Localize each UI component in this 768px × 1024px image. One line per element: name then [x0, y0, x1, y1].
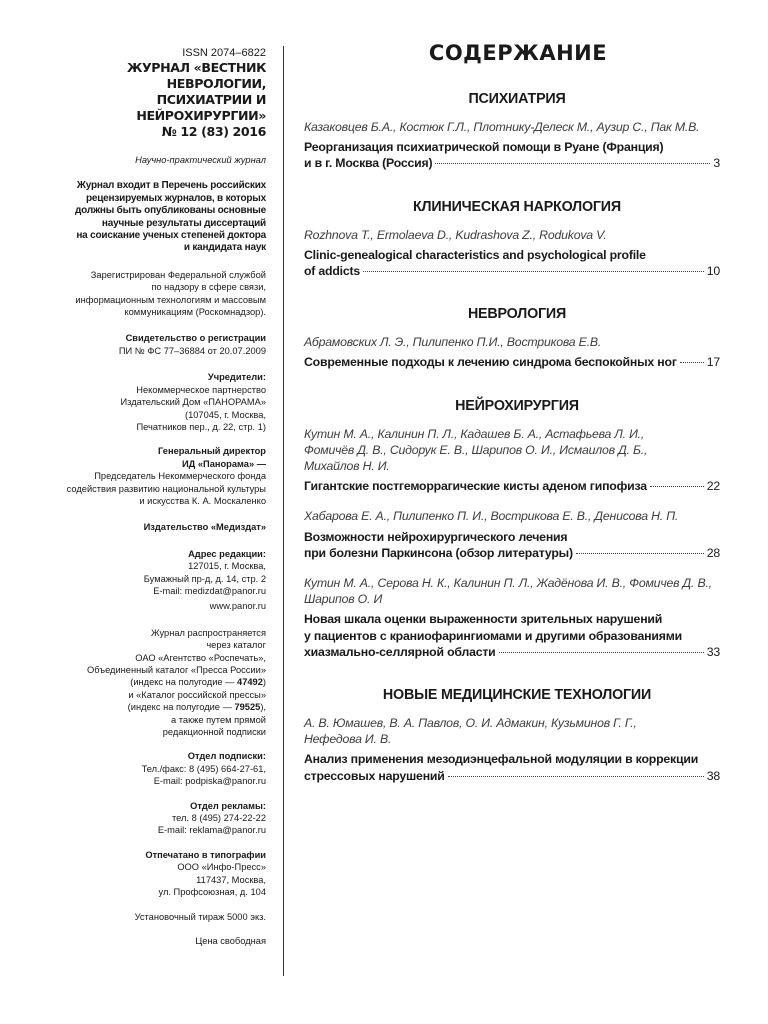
subscription-phone: Тел./факс: 8 (495) 664-27-61,	[141, 763, 266, 774]
registration-note	[56, 269, 266, 319]
director-org: ИД «Панорама» —	[181, 458, 266, 469]
ads-phone: тел. 8 (495) 274-22-22	[171, 813, 266, 824]
founders-label: Учредители:	[207, 372, 266, 383]
publisher: Издательство «Медиздат»	[143, 522, 266, 533]
price: Цена свободная	[195, 935, 266, 946]
article-title-line: Clinic-genealogical characteristics and psychological profile	[304, 247, 646, 262]
page-number: 38	[706, 768, 720, 783]
director-line: содействия развитию национальной культуры	[66, 483, 266, 494]
article-authors: А. В. Юмашев, В. А. Павлов, О. И. Адмакин, Кузьминов Г. Г.,	[304, 716, 637, 731]
subscription-label: Отдел подписки:	[187, 751, 266, 762]
distribution-line: а также путем прямой	[171, 714, 266, 725]
article-title-line: Возможности нейрохирургического лечения	[304, 529, 568, 544]
article-title-line: of addicts	[304, 264, 361, 279]
section-heading: НОВЫЕ МЕДИЦИНСКИЕ ТЕХНОЛОГИИ	[382, 687, 652, 704]
article-authors: Абрамовских Л. Э., Пилипенко П.И., Вострикова Е.В.	[304, 335, 602, 350]
founders-line: Некоммерческое партнерство	[136, 384, 266, 395]
article-title-line: у пациентов с краниофарингиомами и другими образованиями	[304, 628, 682, 643]
column-divider	[283, 46, 284, 976]
subscription-email: E-mail: podpiska@panor.ru	[153, 776, 266, 787]
printed-line: ул. Профсоюзная, д. 104	[158, 887, 266, 898]
registration-line: коммуникациям (Роскомнадзор).	[124, 307, 266, 318]
registration-line: Зарегистрирован Федеральной службой	[90, 269, 266, 280]
dot-leader	[363, 271, 704, 272]
toc-leader-line	[304, 545, 720, 561]
address-line: Бумажный пр-д, д. 14, стр. 2	[143, 573, 266, 584]
article-title-line: Реорганизация психиатрической помощи в Руане (Франция)	[304, 140, 664, 155]
index-prefix: (индекс на полугодие —	[130, 677, 238, 688]
status-line: Журнал входит в Перечень российских	[76, 180, 266, 192]
article-title	[304, 751, 720, 783]
dot-leader	[650, 486, 704, 487]
address-line: 127015, г. Москва,	[188, 561, 266, 572]
advertising-dept	[56, 800, 266, 837]
distribution-line: и «Каталог российской прессы»	[128, 689, 266, 700]
article-authors: Кутин М. А., Серова Н. К., Калинин П. Л., Жадёнова И. В., Фомичев Д. В.,	[304, 576, 712, 591]
journal-title	[56, 60, 266, 140]
toc-entry[interactable]	[304, 227, 720, 280]
page-number: 10	[706, 264, 720, 279]
dot-leader	[576, 553, 704, 554]
editorial-address	[56, 548, 266, 613]
page-number: 33	[706, 644, 720, 659]
distribution-line: редакционной подписки	[162, 727, 266, 738]
index-suffix: ),	[260, 702, 266, 713]
section-heading: НЕВРОЛОГИЯ	[467, 306, 567, 323]
journal-subtitle: Научно-практический журнал	[135, 155, 266, 165]
article-title	[304, 139, 720, 171]
article-title-line: стрессовых нарушений	[304, 768, 445, 783]
website: www.panor.ru	[209, 601, 266, 612]
catalog-index: 47492	[237, 677, 263, 688]
article-authors: Фомичёв Д. В., Сидорук Е. В., Шарипов О. И., Исмаилов Д. Б.,	[304, 442, 648, 457]
status-line: должны быть опубликованы основные	[75, 205, 266, 217]
article-authors: Шарипов О. И	[304, 592, 383, 607]
catalog-index: 79525	[234, 702, 261, 713]
toc-title: СОДЕРЖАНИЕ	[428, 41, 608, 65]
distribution-line: ОАО «Агентство «Роспечать»,	[135, 652, 266, 663]
section-heading: ПСИХИАТРИЯ	[468, 91, 566, 107]
toc-leader-line	[304, 644, 720, 660]
journal-title-line: ЖУРНАЛ «ВЕСТНИК НЕВРОЛОГИИ,	[126, 60, 266, 91]
article-title	[304, 247, 720, 279]
catalog-index-line	[56, 701, 266, 713]
circulation: Установочный тираж 5000 экз.	[134, 911, 266, 922]
registration-line: по надзору в сфере связи,	[151, 282, 266, 293]
article-title-line: Современные подходы к лечению синдрома беспокойных ног	[304, 355, 677, 370]
catalog-index-line	[56, 676, 266, 688]
article-title-line: при болезни Паркинсона (обзор литературы)	[304, 545, 573, 560]
issue-number: № 12 (83) 2016	[161, 124, 266, 139]
article-title-line: хиазмально-селлярной области	[304, 644, 496, 659]
page-number: 22	[706, 479, 720, 494]
address-label: Адрес редакции:	[188, 548, 266, 559]
article-title	[304, 611, 720, 660]
certificate	[56, 332, 266, 357]
dot-leader	[499, 652, 704, 653]
article-title	[304, 478, 720, 494]
printing-house	[56, 849, 266, 899]
toc-leader-line	[304, 263, 720, 279]
distribution-info	[56, 627, 266, 739]
certificate-value: ПИ № ФС 77–36884 от 20.07.2009	[118, 345, 266, 356]
printed-line: 117437, Москва,	[196, 874, 266, 885]
article-title-line: Гигантские постгеморрагические кисты аденом гипофиза	[304, 479, 647, 494]
index-suffix: )	[262, 677, 266, 688]
distribution-line: через каталог	[206, 640, 266, 651]
toc-leader-line	[304, 768, 720, 784]
founders-line: Издательский Дом «ПАНОРАМА»	[120, 397, 266, 408]
toc-leader-line	[304, 354, 720, 370]
section-heading: КЛИНИЧЕСКАЯ НАРКОЛОГИЯ	[413, 198, 621, 215]
article-title-line: Анализ применения мезодиэнцефальной модуляции в коррекции	[304, 752, 699, 767]
toc-leader-line	[304, 478, 720, 494]
director-label: Генеральный директор	[158, 446, 266, 457]
ads-email: E-mail: reklama@panor.ru	[157, 825, 266, 836]
page-number: 28	[706, 545, 720, 560]
director-line: и искусства К. А. Москаленко	[139, 495, 266, 506]
toc-entry[interactable]	[304, 334, 720, 370]
distribution-line: Журнал распространяется	[151, 627, 266, 638]
article-title	[304, 529, 720, 561]
article-authors: Хабарова Е. А., Пилипенко П. И., Вострикова Е. В., Денисова Н. П.	[304, 509, 679, 524]
toc-entry[interactable]	[304, 575, 720, 660]
distribution-line: Объединенный каталог «Пресса России»	[87, 665, 266, 675]
dot-leader	[680, 362, 704, 363]
article-title-line: и в г. Москва (Россия)	[304, 156, 433, 171]
issn: ISSN 2074–6822	[182, 47, 266, 59]
article-title-line: Новая шкала оценки выраженности зрительных нарушений	[304, 612, 663, 627]
status-line: рецензируемых журналов, в которых	[85, 192, 266, 204]
email: E-mail: medizdat@panor.ru	[153, 585, 266, 596]
toc-entry[interactable]	[304, 119, 720, 172]
article-authors: Rozhnova T., Ermolaeva D., Kudrashova Z., Rodukova V.	[304, 227, 607, 242]
founders	[56, 371, 266, 433]
page-number: 3	[713, 156, 720, 171]
status-line: и кандидата наук	[183, 242, 266, 254]
subscription-dept	[56, 750, 266, 787]
toc-leader-line	[304, 155, 720, 171]
page-number: 17	[706, 355, 720, 370]
toc-entry[interactable]	[304, 508, 720, 561]
printed-label: Отпечатано в типографии	[145, 849, 266, 860]
toc-sections	[304, 90, 720, 784]
vak-status	[56, 180, 266, 254]
dot-leader	[448, 776, 704, 777]
director-line: Председатель Некоммерческого фонда	[94, 471, 266, 482]
general-director	[56, 445, 266, 507]
dot-leader	[435, 163, 710, 164]
article-authors: Михайлов Н. И.	[304, 459, 390, 474]
toc-entry[interactable]	[304, 715, 720, 784]
status-line: научные результаты диссертаций	[101, 217, 266, 229]
toc-entry[interactable]	[304, 426, 720, 495]
article-authors: Казаковцев Б.А., Костюк Г.Л., Плотнику-Делеск М., Аузир С., Пак М.В.	[304, 120, 700, 134]
article-authors: Кутин М. А., Калинин П. Л., Кадашев Б. А., Астафьева Л. И.,	[304, 426, 645, 441]
certificate-label: Свидетельство о регистрации	[125, 333, 266, 344]
status-line: на соискание ученых степеней доктора	[76, 230, 266, 242]
table-of-contents	[304, 38, 720, 798]
ads-label: Отдел рекламы:	[190, 800, 266, 811]
journal-info-column	[56, 46, 266, 956]
registration-line: информационным технологиям и массовым	[75, 294, 266, 305]
printed-line: ООО «Инфо-Пресс»	[177, 862, 266, 873]
index-prefix: (индекс на полугодие —	[127, 702, 235, 713]
journal-title-line: ПСИХИАТРИИ И НЕЙРОХИРУРГИИ»	[136, 92, 266, 123]
article-authors: Нефедова И. В.	[304, 732, 392, 747]
article-title	[304, 354, 720, 370]
founders-line: (107045, г. Москва,	[184, 409, 266, 420]
section-heading: НЕЙРОХИРУРГИЯ	[455, 397, 579, 414]
founders-line: Печатников пер., д. 22, стр. 1)	[136, 421, 266, 432]
